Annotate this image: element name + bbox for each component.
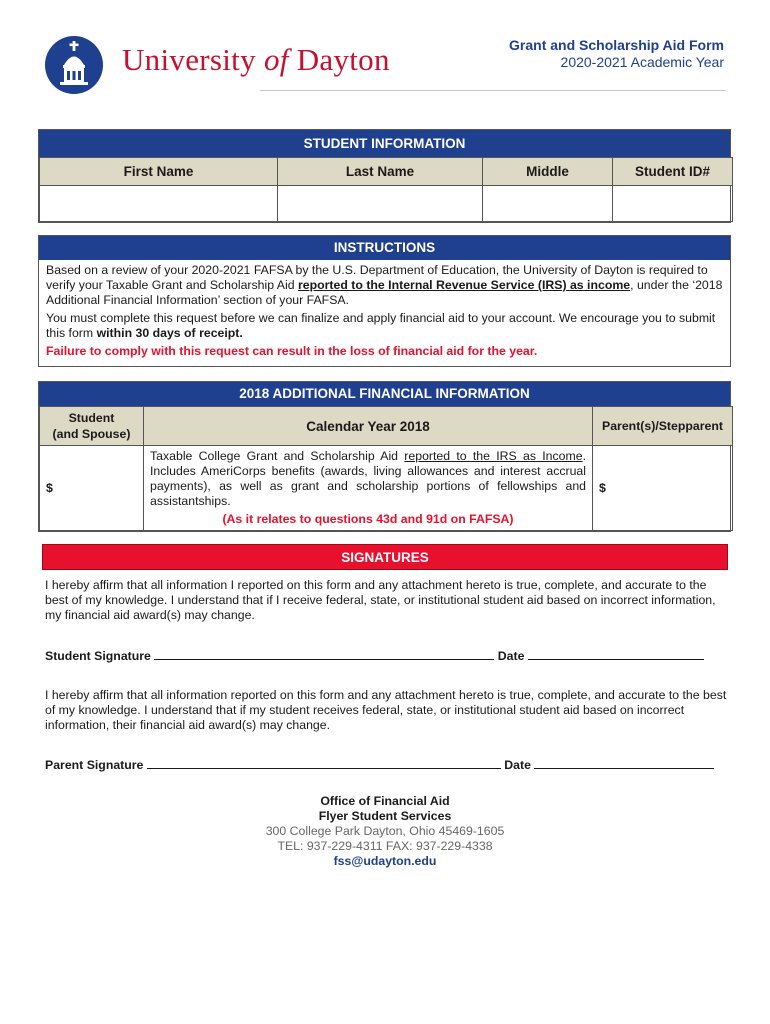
parent-signature-line — [45, 756, 714, 772]
office-dept: Flyer Student Services — [318, 809, 452, 823]
student-id-header: Student ID# — [613, 158, 733, 186]
warning-text: Failure to comply with this request can result in the loss of financial aid for the year. — [46, 344, 538, 358]
last-name-header: Last Name — [278, 158, 483, 186]
student-id-field[interactable] — [613, 186, 733, 222]
academic-year: 2020-2021 Academic Year — [560, 54, 724, 70]
form-title-block — [509, 37, 724, 71]
header-divider — [260, 90, 726, 91]
office-email-link[interactable]: fss@udayton.edu — [333, 854, 437, 868]
section-title: INSTRUCTIONS — [39, 236, 730, 260]
calendar-year-header: Calendar Year 2018 — [144, 407, 593, 446]
student-affirmation: I hereby affirm that all information I reported on this form and any attachment hereto is true, complete, and accurate to the best of my knowledge. I understand that if I receive federal, state, or institutional student aid based on incorrect information, my financial aid award(s) may change. — [45, 578, 716, 622]
office-contact-block — [0, 794, 770, 869]
parent-signature-label: Parent Signature — [45, 758, 144, 772]
office-phone: TEL: 937-229-4311 FAX: 937-229-4338 — [277, 839, 493, 853]
middle-field[interactable] — [483, 186, 613, 222]
instructions-paragraph-2: You must complete this request before we can finalize and apply financial aid to your account. We encourage you to submit this form within 30 days of receipt. — [46, 311, 716, 340]
student-date-field[interactable] — [528, 647, 704, 660]
student-signature-label: Student Signature — [45, 649, 151, 663]
parent-date-field[interactable] — [534, 756, 714, 769]
instructions-body — [39, 260, 730, 366]
student-spouse-header: Student (and Spouse) — [40, 407, 144, 446]
middle-header: Middle — [483, 158, 613, 186]
first-name-field[interactable] — [40, 186, 278, 222]
financial-information-section — [38, 381, 731, 532]
section-title: STUDENT INFORMATION — [39, 130, 730, 157]
parent-signature-field[interactable] — [147, 756, 501, 769]
office-name: Office of Financial Aid — [320, 794, 450, 808]
form-title: Grant and Scholarship Aid Form — [509, 37, 724, 53]
instructions-section — [38, 235, 731, 367]
section-title: 2018 ADDITIONAL FINANCIAL INFORMATION — [39, 382, 730, 406]
parent-date-label: Date — [504, 758, 531, 772]
fafsa-question-note: (As it relates to questions 43d and 91d on FAFSA) — [144, 509, 593, 531]
student-date-label: Date — [497, 649, 525, 663]
instructions-paragraph-1: Based on a review of your 2020-2021 FAFSA by the U.S. Department of Education, the University of Dayton is required to verify your Taxable Grant and Scholarship Aid reported to the Internal Revenue Service (IRS) as income, under the ‘2018 Additional Financial Information’ section of your FAFSA. — [46, 263, 723, 307]
student-signature-line — [45, 647, 704, 663]
student-information-table — [39, 157, 733, 222]
student-amount-field[interactable]: $ — [40, 446, 144, 531]
university-seal-icon — [44, 35, 104, 95]
signatures-title: SIGNATURES — [42, 544, 728, 570]
parent-stepparent-header: Parent(s)/Stepparent — [593, 407, 733, 446]
aid-description: Taxable College Grant and Scholarship Aid reported to the IRS as Income. Includes AmeriCorps benefits (awards, living allowances and interest accrual payments), as well as grant and scholarship portions of fellowships and assistantships. — [144, 446, 593, 510]
financial-information-table — [39, 406, 733, 531]
first-name-header: First Name — [40, 158, 278, 186]
student-information-section — [38, 129, 731, 223]
parent-amount-field[interactable]: $ — [593, 446, 733, 531]
university-name: University of Dayton — [122, 42, 390, 77]
parent-affirmation: I hereby affirm that all information reported on this form and any attachment hereto is true, complete, and accurate to the best of my knowledge. I understand that if my student receives federal, state, or institutional student aid based on incorrect information, their financial aid award(s) may change. — [45, 688, 727, 732]
student-signature-field[interactable] — [154, 647, 494, 660]
last-name-field[interactable] — [278, 186, 483, 222]
page-header — [0, 0, 770, 92]
office-address: 300 College Park Dayton, Ohio 45469-1605 — [265, 824, 505, 838]
